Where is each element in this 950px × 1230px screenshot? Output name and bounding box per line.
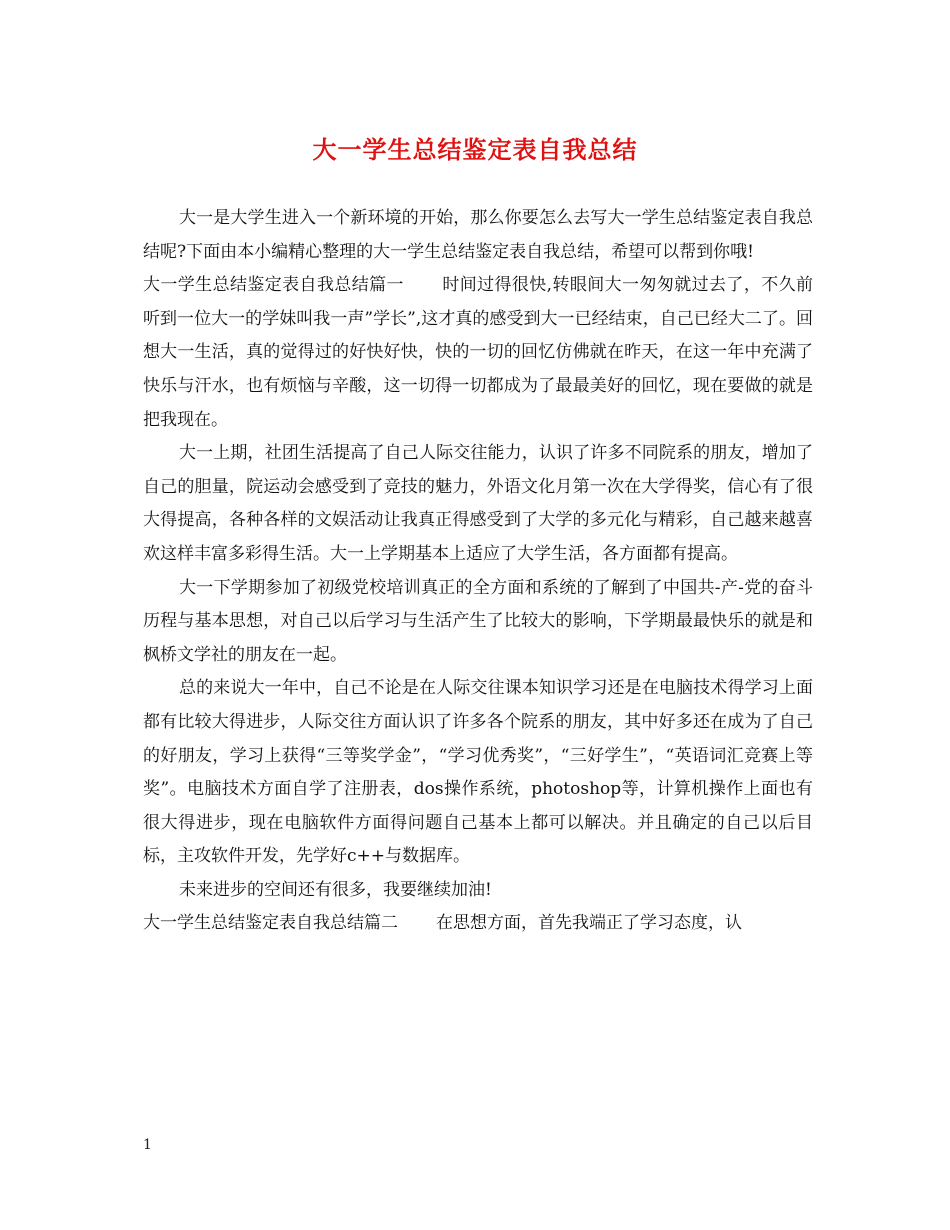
body-paragraph-4: 未来进步的空间还有很多，我要继续加油! bbox=[179, 879, 492, 900]
section-2-heading: 大一学生总结鉴定表自我总结篇二 bbox=[143, 913, 398, 934]
body-paragraph-3: 总的来说大一年中，自己不论是在人际交往课本知识学习还是在电脑技术得学习上面都有比较大得进步，人际交往方面认识了许多各个院系的朋友，其中好多还在成为了自己的好朋友，学习上获得“三等奖学金”，“学习优秀奖”，“三好学生”，“英语词汇竞赛上等奖”。电脑技术方面自学了注册表，dos操作系统，photoshop等，计算机操作上面也有很大得进步，现在电脑软件方面得问题自己基本上都可以解决。并且确定的自己以后目标，主攻软件开发，先学好c++与数据库。 bbox=[143, 678, 813, 867]
document-title: 大一学生总结鉴定表自我总结 bbox=[312, 135, 638, 164]
document-body bbox=[143, 202, 813, 941]
section-1-paragraph bbox=[143, 269, 813, 437]
section-2-text: 在思想方面，首先我端正了学习态度，认 bbox=[436, 913, 742, 934]
section-2-paragraph bbox=[143, 907, 813, 941]
body-paragraph-1: 大一上期，社团生活提高了自己人际交往能力，认识了许多不同院系的朋友，增加了自己的胆量，院运动会感受到了竞技的魅力，外语文化月第一次在大学得奖，信心有了很大得提高，各种各样的文娱活动让我真正得感受到了大学的多元化与精彩，自己越来越喜欢这样丰富多彩得生活。大一上学期基本上适应了大学生活，各方面都有提高。 bbox=[143, 443, 813, 564]
body-paragraph-2: 大一下学期参加了初级党校培训真正的全方面和系统的了解到了中国共-产-党的奋斗历程与基本思想，对自己以后学习与生活产生了比较大的影响，下学期最最快乐的就是和枫桥文学社的朋友在一起。 bbox=[143, 577, 813, 665]
section-1-text: 时间过得很快,转眼间大一匆匆就过去了，不久前听到一位大一的学妹叫我一声”学长”,这才真的感受到大一已经结束，自己已经大二了。回想大一生活，真的觉得过的好快好快，快的一切的回忆仿佛就在昨天，在这一年中充满了快乐与汗水，也有烦恼与辛酸，这一切得一切都成为了最最美好的回忆，现在要做的就是把我现在。 bbox=[143, 275, 814, 430]
intro-paragraph: 大一是大学生进入一个新环境的开始，那么你要怎么去写大一学生总结鉴定表自我总结呢?下面由本小编精心整理的大一学生总结鉴定表自我总结，希望可以帮到你哦! bbox=[143, 208, 813, 262]
section-1-heading: 大一学生总结鉴定表自我总结篇一 bbox=[143, 275, 404, 296]
page-number: 1 bbox=[143, 1137, 152, 1153]
